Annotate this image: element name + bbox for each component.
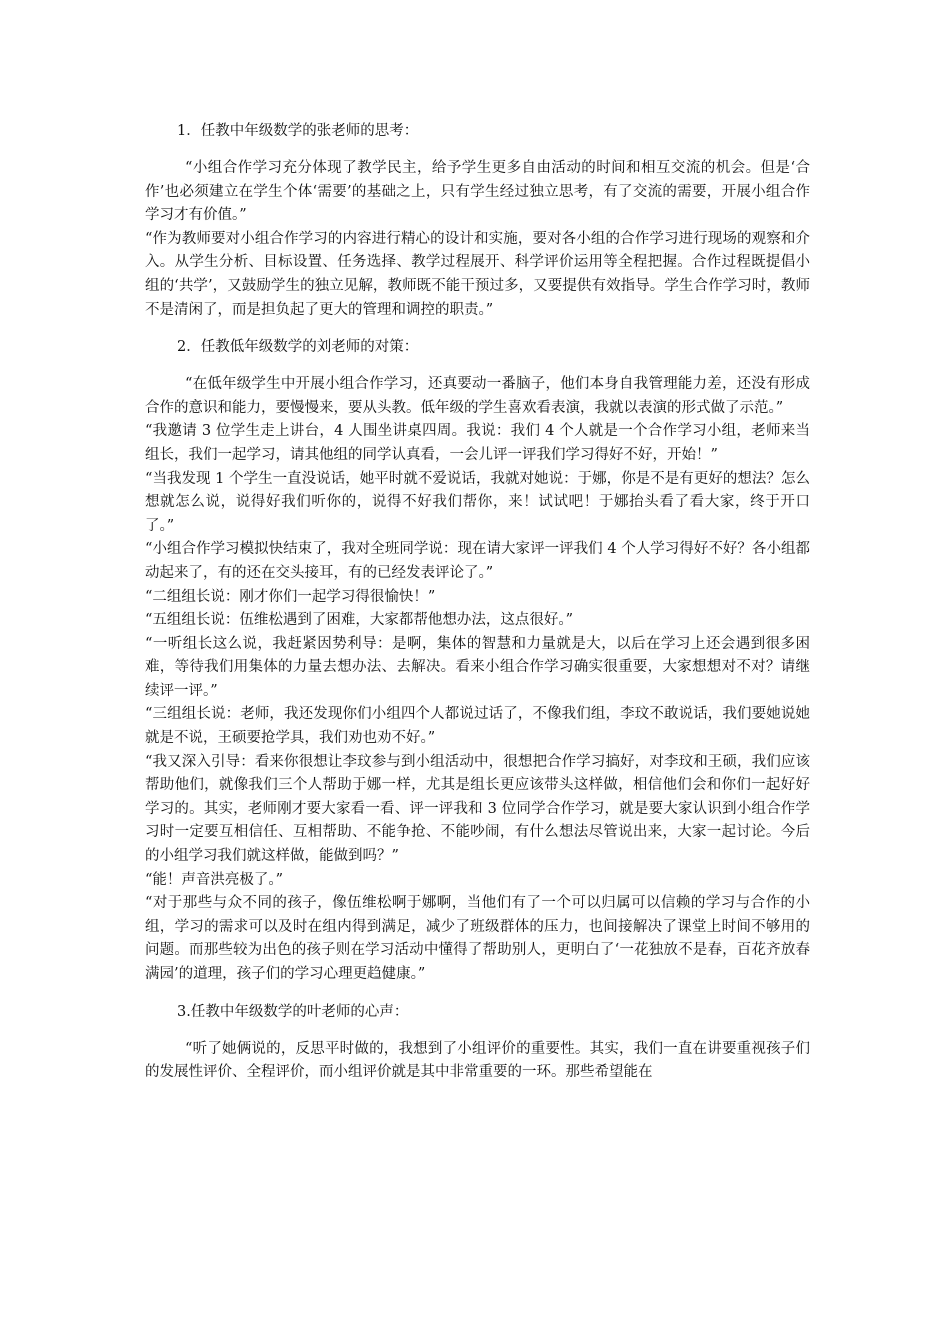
section-heading: 2．任教低年级数学的刘老师的对策： — [177, 339, 419, 356]
paragraph: “对于那些与众不同的孩子，像伍维松啊于娜啊，当他们有了一个可以归属可以信赖的学习与合作的小组，学习的需求可以及时在组内得到满足，减少了班级群体的压力，也间接解决了课堂上时间不够用的问题。而那些较为出色的孩子则在学习活动中懂得了帮助别人，更明白了‘一花独放不是春，百花齐放春满园’的道理，孩子们的学习心理更趋健康。” — [145, 895, 810, 982]
paragraph: “当我发现 1 个学生一直没说话，她平时就不爱说话，我就对她说：于娜，你是不是有更好的想法？怎么想就怎么说，说得好我们听你的，说得不好我们帮你，来！试试吧！于娜抬头看了看大家，终于开口了。” — [145, 470, 810, 534]
paragraph: “作为教师要对小组合作学习的内容进行精心的设计和实施，要对各小组的合作学习进行现场的观察和介入。从学生分析、目标设置、任务选择、教学过程展开、科学评价运用等全程把握。合作过程既提倡小组的‘共学’，又鼓励学生的独立见解，教师既不能干预过多，又要提供有效指导。学生合作学习时，教师不是清闲了，而是担负起了更大的管理和调控的职责。” — [145, 230, 810, 318]
paragraph: “三组组长说：老师，我还发现你们小组四个人都说过话了，不像我们组，李玟不敢说话，我们要她说她就是不说，王硕要抢学具，我们劝也劝不好。” — [145, 706, 810, 747]
paragraph: “能！声音洪亮极了。” — [145, 871, 284, 888]
paragraph: “小组合作学习模拟快结束了，我对全班同学说：现在请大家评一评我们 4 个人学习得好不好？各小组都动起来了，有的还在交头接耳，有的已经发表评论了。” — [145, 541, 810, 581]
paragraph: “小组合作学习充分体现了教学民主，给予学生更多自由活动的时间和相互交流的机会。但是‘合作’也必须建立在学生个体‘需要’的基础之上，只有学生经过独立思考，有了交流的需要，开展小组合作学习才有价值。” — [145, 160, 810, 224]
paragraph: “我邀请 3 位学生走上讲台，4 人围坐讲桌四周。我说：我们 4 个人就是一个合作学习小组，老师来当组长，我们一起学习，请其他组的同学认真看，一会儿评一评我们学习得好不好，开始！” — [145, 423, 810, 463]
section-2 — [145, 336, 810, 986]
section-1 — [145, 120, 810, 322]
paragraph: “我又深入引导：看来你很想让李玟参与到小组活动中，很想把合作学习搞好，对李玟和王硕，我们应该帮助他们，就像我们三个人帮助于娜一样，尤其是组长更应该带头这样做，相信他们会和你们一起好好学习的。其实，老师刚才要大家看一看、评一评我和 3 位同学合作学习，就是要大家认识到小组合作学习时一定要互相信任、互相帮助、不能争抢、不能吵闹，有什么想法尽管说出来，大家一起讨论。今后的小组学习我们就这样做，能做到吗？” — [145, 753, 810, 865]
section-heading: 3.任教中年级数学的叶老师的心声： — [177, 1003, 409, 1020]
paragraph: “在低年级学生中开展小组合作学习，还真要动一番脑子，他们本身自我管理能力差，还没有形成合作的意识和能力，要慢慢来，要从头教。低年级的学生喜欢看表演，我就以表演的形式做了示范。” — [145, 376, 810, 416]
paragraph: “二组组长说：刚才你们一起学习得很愉快！” — [145, 588, 436, 605]
paragraph: “听了她俩说的，反思平时做的，我想到了小组评价的重要性。其实，我们一直在讲要重视孩子们的发展性评价、全程评价，而小组评价就是其中非常重要的一环。那些希望能在 — [145, 1040, 810, 1081]
section-3 — [145, 1001, 810, 1085]
paragraph: “五组组长说：伍维松遇到了困难，大家都帮他想办法，这点很好。” — [145, 612, 574, 629]
paragraph: “一听组长这么说，我赶紧因势利导：是啊，集体的智慧和力量就是大，以后在学习上还会遇到很多困难，等待我们用集体的力量去想办法、去解决。看来小组合作学习确实很重要，大家想想对不对？请继续评一评。” — [145, 635, 810, 699]
section-heading: 1．任教中年级数学的张老师的思考： — [177, 123, 419, 139]
document-page — [145, 120, 810, 1099]
